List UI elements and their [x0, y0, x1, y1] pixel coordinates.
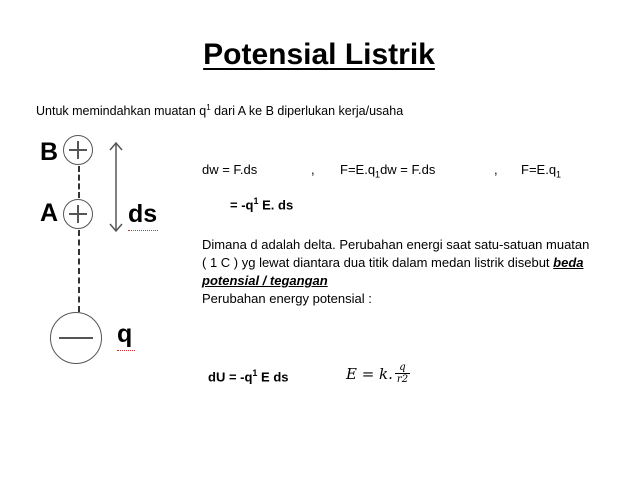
eq-force-dw [340, 162, 435, 180]
para-line2: Perubahan energy potensial : [202, 291, 372, 306]
du-formula [208, 368, 289, 384]
intro-before: Untuk memindahkan muatan q [36, 104, 207, 119]
keyword-beda-potensial: beda potensial / tegangan [202, 255, 584, 288]
dashed-line-lower [78, 230, 80, 312]
eq-dw: dw = F.ds [202, 162, 258, 177]
e-numerator: q [399, 362, 406, 373]
e-formula [346, 362, 410, 385]
label-ds: ds [128, 200, 158, 228]
eq-force2-sub: 1 [556, 169, 562, 180]
label-b: B [40, 138, 59, 166]
spellcheck-underline-ds [128, 227, 158, 231]
eq-sep1: , [311, 162, 315, 177]
intro-after: dari A ke B diperlukan kerja/usaha [210, 104, 404, 119]
du-before: dU = -q [208, 369, 253, 385]
eq-force-sub: 1 [375, 169, 381, 180]
e-fraction [395, 362, 410, 385]
spellcheck-underline-q [117, 347, 135, 351]
eq-sep2: , [494, 162, 498, 177]
work-result [230, 196, 293, 212]
label-q: q [117, 320, 133, 348]
eq-force-base: F=E.q [340, 162, 376, 177]
double-arrow-icon [108, 140, 124, 234]
dashed-line-upper [78, 166, 80, 198]
para-text: Dimana d adalah delta. Perubahan energi saat satu-satuan muatan ( 1 C ) yg lewat diantara dua titik dalam medan listrik disebut [202, 237, 590, 270]
explanation-paragraph [202, 236, 592, 308]
work-sup: 1 [253, 196, 259, 206]
label-a: A [40, 199, 59, 227]
eq-force2-base: F=E.q [521, 162, 557, 177]
intro-sup: 1 [206, 103, 211, 112]
negative-charge-icon [50, 312, 102, 364]
e-lhs: E = k. [346, 364, 393, 383]
intro-text [36, 103, 403, 118]
eq-dw-rest: dw = F.ds [380, 162, 436, 177]
eq-force2 [521, 162, 561, 180]
work-after: E. ds [258, 197, 294, 213]
work-before: = -q [230, 197, 254, 213]
e-denominator: r2 [396, 374, 409, 385]
du-after: E ds [257, 369, 289, 385]
positive-charge-a-icon [63, 199, 93, 229]
page-title: Potensial Listrik [203, 38, 435, 71]
du-sup: 1 [252, 368, 258, 378]
positive-charge-b-icon [63, 135, 93, 165]
